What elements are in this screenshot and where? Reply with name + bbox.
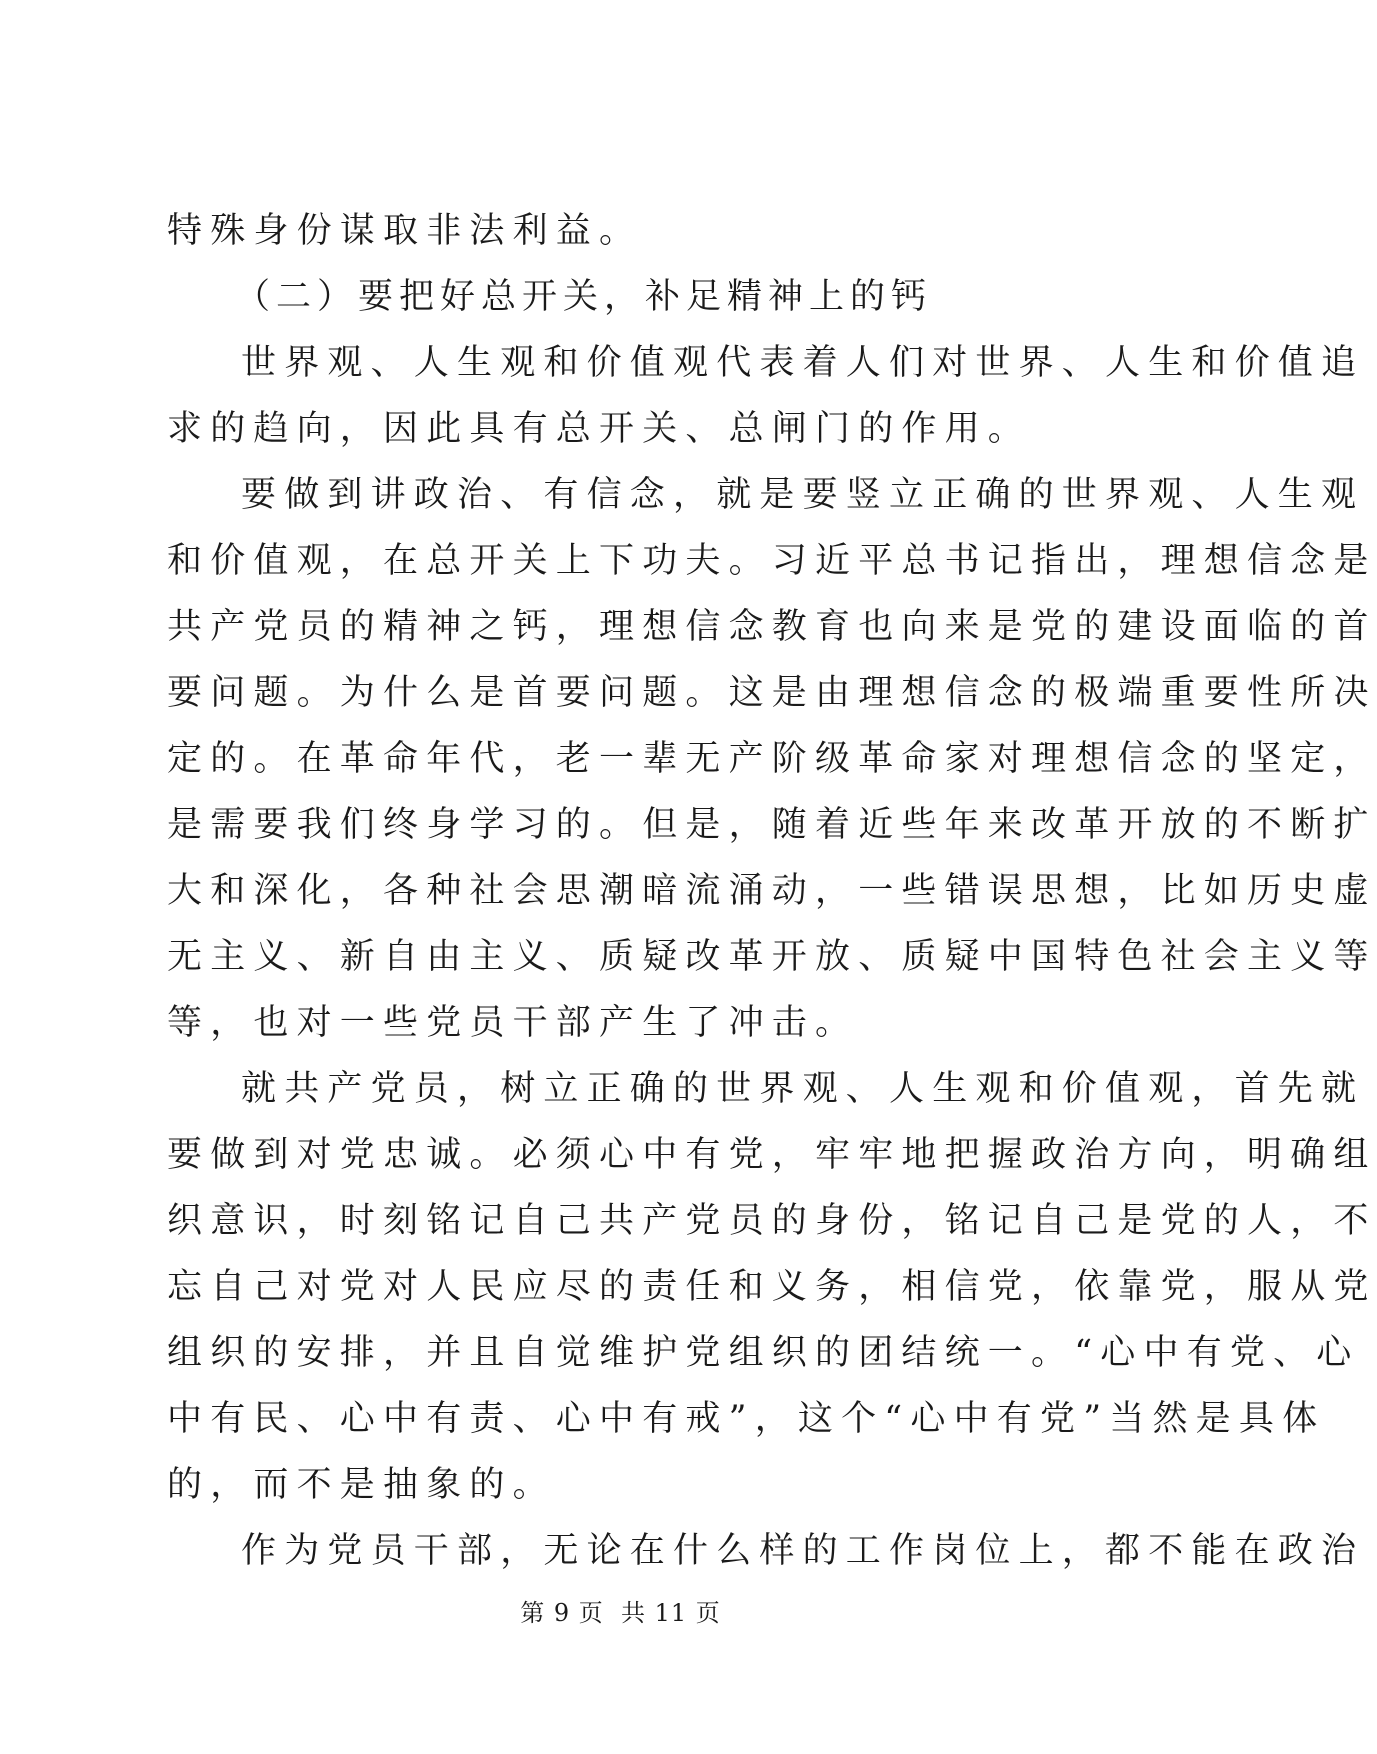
text-line: 世界观、人生观和价值观代表着人们对世界、人生和价值追 bbox=[241, 343, 1365, 383]
text-line: 织意识，时刻铭记自己共产党员的身份，铭记自己是党的人，不 bbox=[167, 1201, 1377, 1241]
text-line: 的，而不是抽象的。 bbox=[167, 1465, 556, 1505]
text-line: 是需要我们终身学习的。但是，随着近些年来改革开放的不断扩 bbox=[167, 805, 1377, 845]
text-line: 中有民、心中有责、心中有戒”，这个“心中有党”当然是具体 bbox=[167, 1399, 1326, 1439]
text-line: 大和深化，各种社会思潮暗流涌动，一些错误思想，比如历史虚 bbox=[167, 871, 1377, 911]
text-line: 无主义、新自由主义、质疑改革开放、质疑中国特色社会主义等 bbox=[167, 937, 1377, 977]
text-line: 就共产党员，树立正确的世界观、人生观和价值观，首先就 bbox=[241, 1069, 1365, 1109]
text-line: 定的。在革命年代，老一辈无产阶级革命家对理想信念的坚定， bbox=[167, 739, 1377, 779]
text-line: 忘自己对党对人民应尽的责任和义务，相信党，依靠党，服从党 bbox=[167, 1267, 1377, 1307]
body-text bbox=[167, 198, 1377, 1584]
text-line: 组织的安排，并且自觉维护党组织的团结统一。“心中有党、心 bbox=[167, 1333, 1360, 1373]
page-footer bbox=[0, 1593, 1241, 1628]
page-number: 第 9 页 共 11 页 bbox=[520, 1599, 721, 1627]
text-line: 特殊身份谋取非法利益。 bbox=[167, 211, 643, 251]
section-heading: （二）要把好总开关，补足精神上的钙 bbox=[235, 277, 933, 317]
text-line: 要问题。为什么是首要问题。这是由理想信念的极端重要性所决 bbox=[167, 673, 1377, 713]
text-line: 和价值观，在总开关上下功夫。习近平总书记指出，理想信念是 bbox=[167, 541, 1377, 581]
text-line: 等，也对一些党员干部产生了冲击。 bbox=[167, 1003, 859, 1043]
text-line: 作为党员干部，无论在什么样的工作岗位上，都不能在政治 bbox=[241, 1531, 1365, 1571]
text-line: 要做到讲政治、有信念，就是要竖立正确的世界观、人生观 bbox=[241, 475, 1365, 515]
text-line: 共产党员的精神之钙，理想信念教育也向来是党的建设面临的首 bbox=[167, 607, 1377, 647]
text-line: 求的趋向，因此具有总开关、总闸门的作用。 bbox=[167, 409, 1032, 449]
text-line: 要做到对党忠诚。必须心中有党，牢牢地把握政治方向，明确组 bbox=[167, 1135, 1377, 1175]
